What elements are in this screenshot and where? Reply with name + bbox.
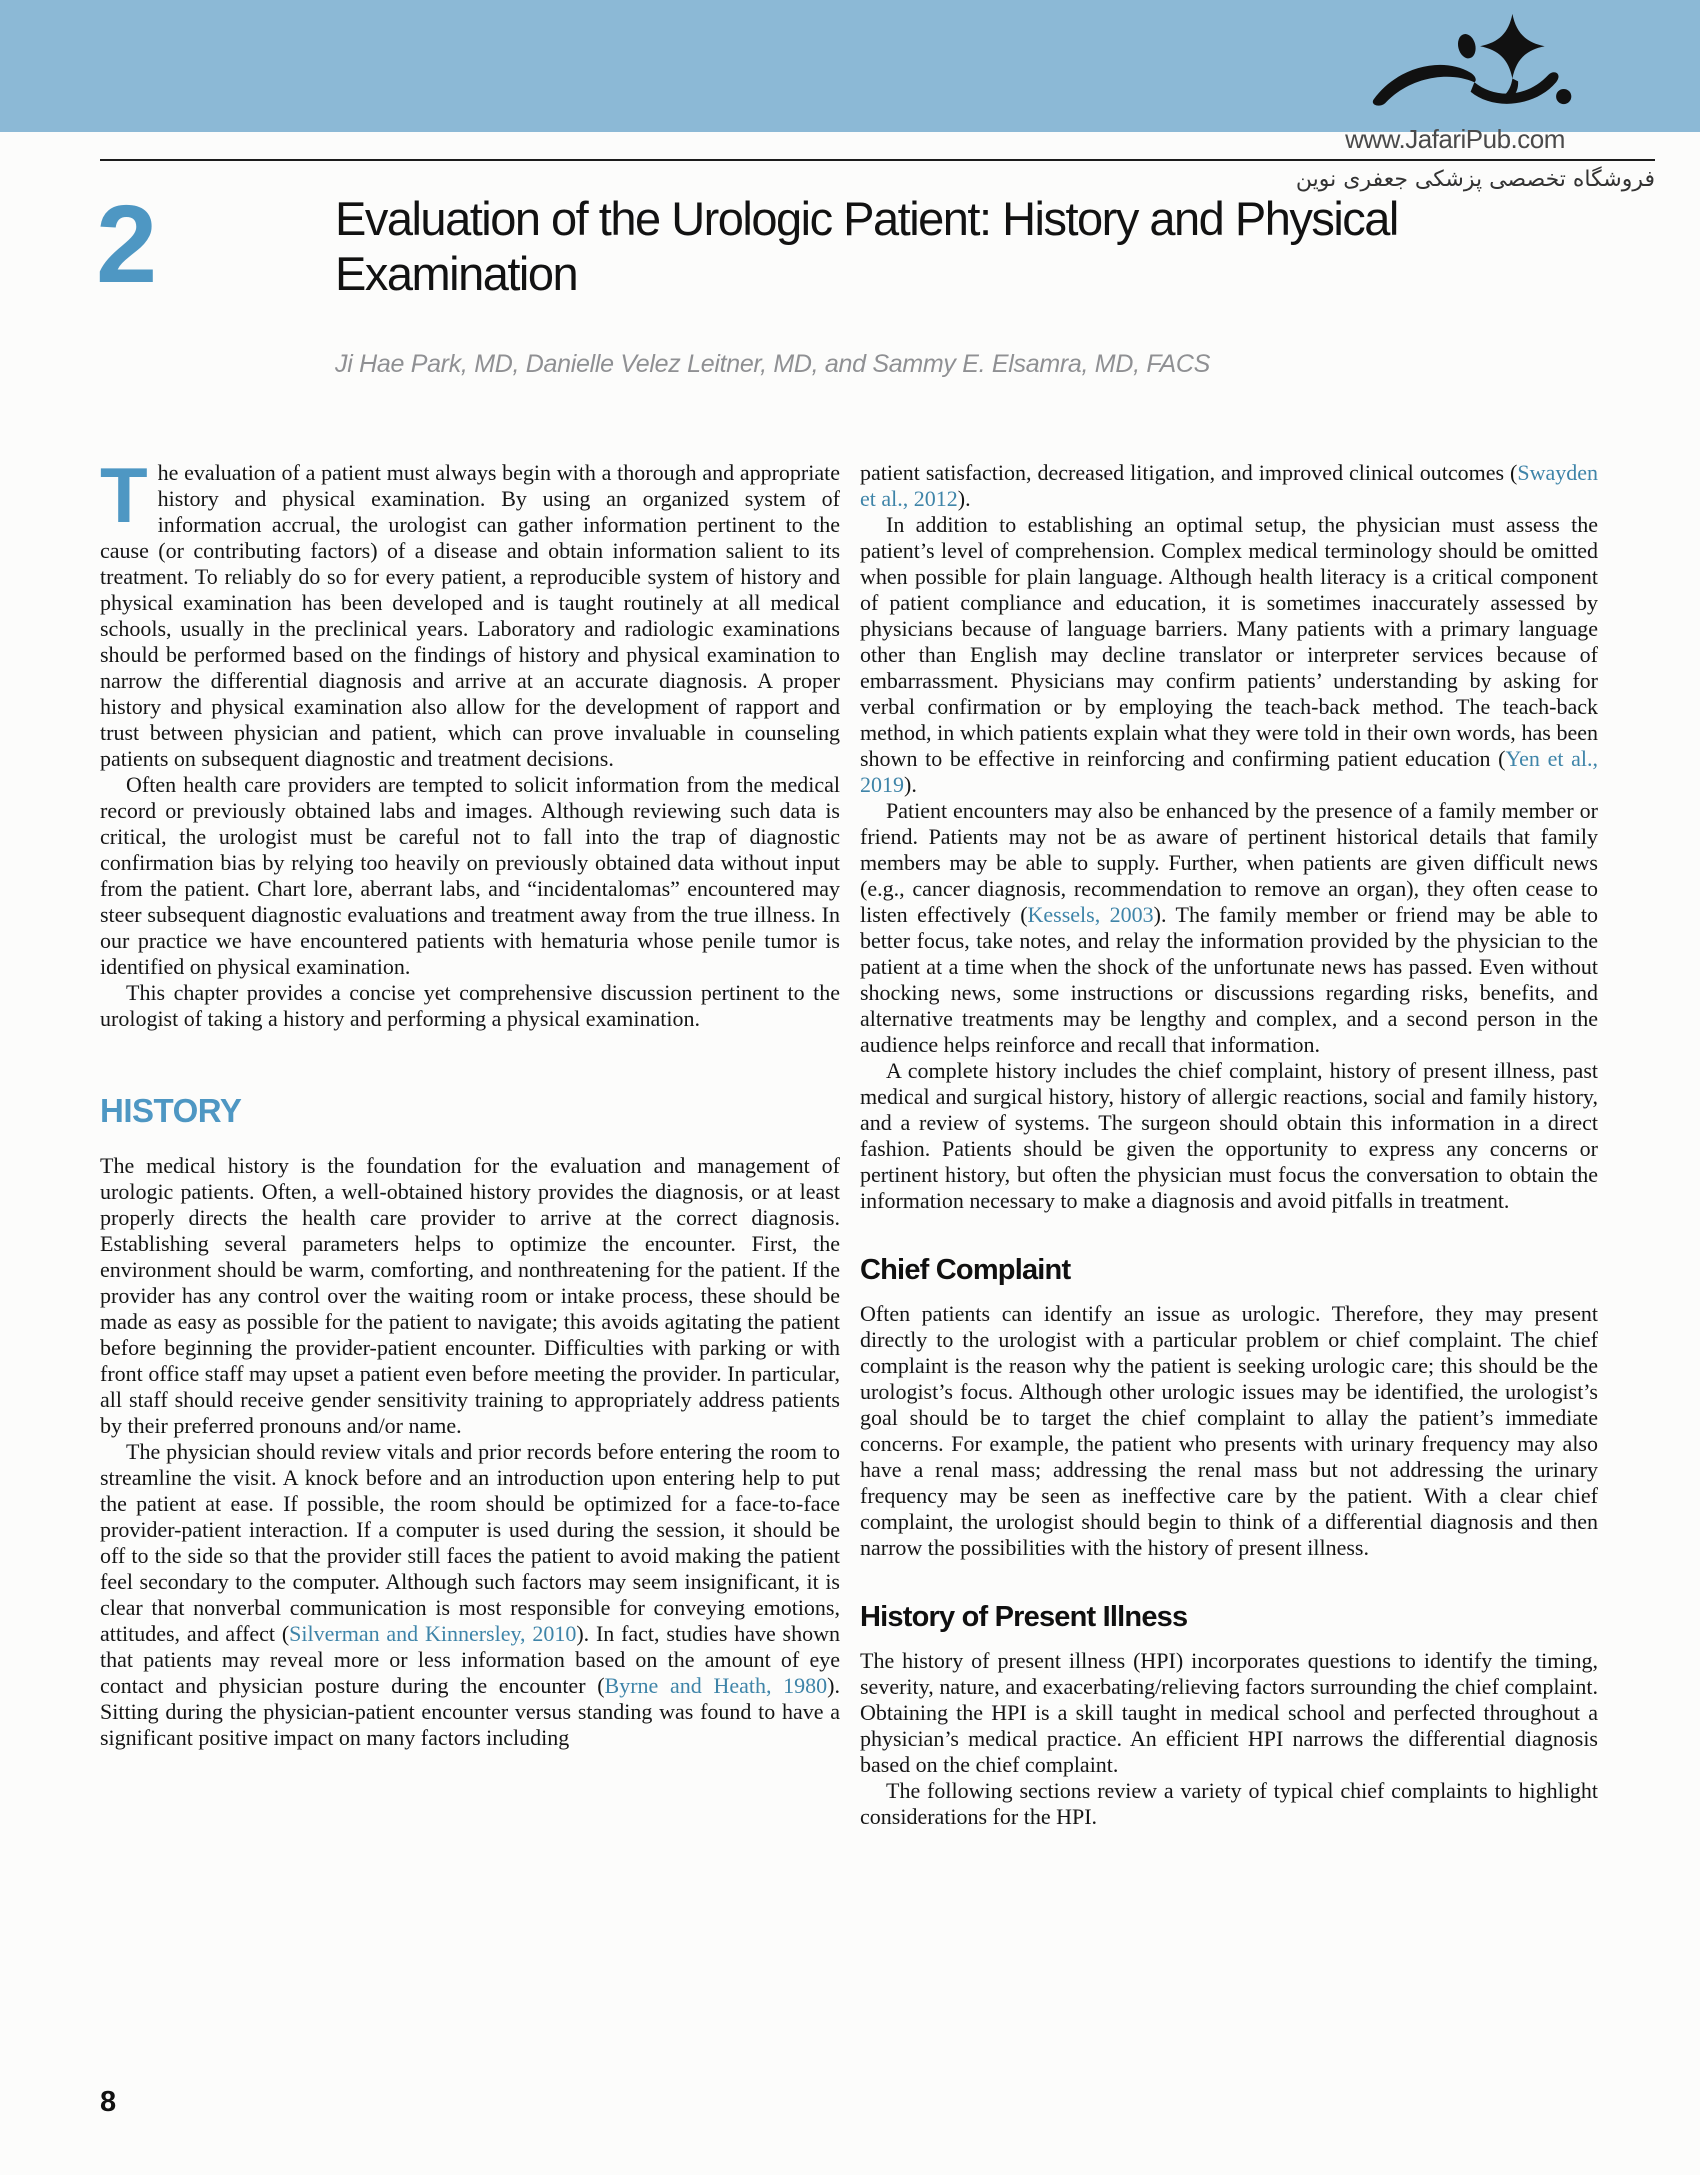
text-run: Often health care providers are tempted to solicit information from the medical record or previously obtained labs and images. Although reviewing such data is critical, the urologist must be careful not to fall into the trap of diagnostic confirmation bias by relying too heavily on previously obtained data without input from the patient. Chart lore, aberrant labs, and “incidentalomas” encountered may steer subsequent diagnostic evaluations and treatment away from the true illness. In our practice we have encountered patients with hematuria whose penile tumor is identified on physical examination. (100, 772, 840, 979)
text-run: he evaluation of a patient must always begin with a thorough and appropriate history and physical examination. By using an organized system of information accrual, the urologist can gather information pertinent to the cause (or contributing factors) of a disease and obtain information salient to its treatment. To reliably do so for every patient, a reproducible system of history and physical examination has been developed and is taught routinely at all medical schools, usually in the preclinical years. Laboratory and radiologic examinations should be performed based on the findings of history and physical examination to narrow the differential diagnosis and arrive at an accurate diagnosis. A proper history and physical examination also allow for the development of rapport and trust between physician and patient, which can prove invaluable in counseling patients on subsequent diagnostic and treatment decisions. (100, 460, 840, 771)
text-run: The history of present illness (HPI) incorporates questions to identify the timing, severity, nature, and exacerbating/relieving factors surrounding the chief complaint. Obtaining the HPI is a skill taught in medical school and perfected throughout a physician’s medical practice. An efficient HPI narrows the differential diagnosis based on the chief complaint. (860, 1648, 1598, 1777)
dropcap: T (100, 451, 148, 539)
paragraph-right-6 (860, 1648, 1598, 1778)
paragraph-left-1 (100, 451, 840, 772)
chapter-authors: Ji Hae Park, MD, Danielle Velez Leitner, MD, and Sammy E. Elsamra, MD, FACS (335, 350, 1210, 378)
citation-link[interactable]: Silverman and Kinnersley, 2010 (289, 1621, 577, 1646)
text-run: The physician should review vitals and prior records before entering the room to streamline the visit. A knock before and an introduction upon entering help to put the patient at ease. If possible, the room should be optimized for a face-to-face provider-patient interaction. If a computer is used during the session, it should be off to the side so that the provider still faces the patient to avoid making the patient feel secondary to the computer. Although such factors may seem insignificant, it is clear that nonverbal communication is most responsible for conveying emotions, attitudes, and affect ( (100, 1439, 840, 1646)
paragraph-left-2 (100, 772, 840, 980)
paragraph-right-1 (860, 460, 1598, 512)
text-run: patient satisfaction, decreased litigation, and improved clinical outcomes ( (860, 460, 1518, 485)
history-section-heading: HISTORY (100, 1092, 242, 1129)
text-run: ). In fact, studies have shown that patients may reveal more or less information based on the amount of eye contact and physician posture during the encounter ( (100, 1621, 841, 1698)
text-run: Patient encounters may also be enhanced by the presence of a family member or friend. Patients may not be as aware of pertinent historical details that family members may be able to supply. Further, when patients are given difficult news (e.g., cancer diagnosis, recommendation to remove an organ), they often cease to listen effectively ( (860, 798, 1598, 927)
left-column (100, 451, 841, 1751)
text-run: ). Sitting during the physician-patient encounter versus standing was found to have a significant positive impact on many factors including (100, 1673, 840, 1750)
text-run: This chapter provides a concise yet comprehensive discussion pertinent to the urologist of taking a history and performing a physical examination. (100, 980, 840, 1031)
citation-link[interactable]: Yen et al., 2019 (860, 746, 1598, 797)
chapter-title: Evaluation of the Urologic Patient: History and Physical Examination (335, 192, 1398, 300)
paragraph-right-7 (860, 1778, 1598, 1830)
header-rule (100, 159, 1655, 161)
website-url: www.JafariPub.com (1345, 124, 1565, 154)
text-run: The following sections review a variety of typical chief complaints to highlight considerations for the HPI. (860, 1778, 1598, 1829)
text-run: Often patients can identify an issue as urologic. Therefore, they may present directly to the urologist with a particular problem or chief complaint. The chief complaint is the reason why the patient is seeking urologic care; this should be the urologist’s focus. Although other urologic issues may be identified, the urologist’s goal should be to target the chief complaint to allay the patient’s immediate concerns. For example, the patient who presents with urinary frequency may also have a renal mass; addressing the renal mass but not addressing the urinary frequency may be seen as ineffective care by the patient. With a clear chief complaint, the urologist should begin to think of a differential diagnosis and then narrow the possibilities with the history of present illness. (860, 1301, 1598, 1560)
paragraph-right-2 (860, 512, 1598, 798)
citation-link[interactable]: Byrne and Heath, 1980 (604, 1673, 828, 1698)
text-run: In addition to establishing an optimal setup, the physician must assess the patient’s level of comprehension. Complex medical terminology should be omitted when possible for plain language. Although health literacy is a critical component of patient compliance and education, it is sometimes inaccurately assessed by physicians because of language barriers. Many patients with a primary language other than English may decline translator or interpreter services because of embarrassment. Physicians may confirm patients’ understanding by asking for verbal confirmation or by employing the teach-back method. The teach-back method, in which patients explain what they were told in their own words, has been shown to be effective in reinforcing and confirming patient education ( (860, 512, 1598, 771)
citation-link[interactable]: Kessels, 2003 (1027, 902, 1154, 927)
text-run: The medical history is the foundation for the evaluation and management of urologic patients. Often, a well-obtained history provides the diagnosis, or at least properly directs the health care provider to arrive at the correct diagnosis. Establishing several parameters helps to optimize the encounter. First, the environment should be warm, comforting, and nonthreatening for the patient. If the provider has any control over the waiting room or intake process, these should be made as easy as possible for the patient to navigate; this avoids agitating the patient before beginning the provider-patient encounter. Difficulties with parking or with front office staff may upset a patient even before meeting the provider. In particular, all staff should receive gender sensitivity training to appropriately address patients by their preferred pronouns and/or name. (100, 1153, 840, 1438)
paragraph-left-4 (100, 1153, 840, 1439)
text-run: ). (904, 772, 917, 797)
chapter-number: 2 (96, 183, 153, 306)
paragraph-right-5 (860, 1301, 1598, 1561)
jafari-calligraphy-logo-icon (1365, 12, 1580, 126)
paragraph-right-4 (860, 1058, 1598, 1214)
store-caption: فروشگاه تخصصی پزشکی جعفری نوین (1295, 167, 1655, 192)
page-number: 8 (100, 2086, 117, 2118)
chief-complaint-heading: Chief Complaint (860, 1254, 1071, 1286)
paragraph-left-3 (100, 980, 840, 1032)
paragraph-left-5 (100, 1439, 840, 1751)
right-column (860, 460, 1598, 1830)
text-run: ). (957, 486, 971, 511)
text-run: A complete history includes the chief complaint, history of present illness, past medical and surgical history, history of allergic reactions, social and family history, and a review of systems. The surgeon should obtain this information in a direct fashion. Patients should be given the opportunity to express any concerns or pertinent history, but often the physician must focus the conversation to obtain the information necessary to make a diagnosis and avoid pitfalls in treatment. (860, 1058, 1598, 1213)
hpi-heading: History of Present Illness (860, 1601, 1188, 1633)
paragraph-right-3 (860, 798, 1598, 1058)
citation-link[interactable]: Swayden et al., 2012 (860, 460, 1598, 511)
text-run: ). The family member or friend may be able to better focus, take notes, and relay the information provided by the physician to the patient at a time when the shock of the unfortunate news has passed. Even without shocking news, some instructions or discussions regarding risks, benefits, and alternative treatments may be lengthy and complex, and a second person in the audience helps reinforce and recall that information. (860, 902, 1598, 1057)
